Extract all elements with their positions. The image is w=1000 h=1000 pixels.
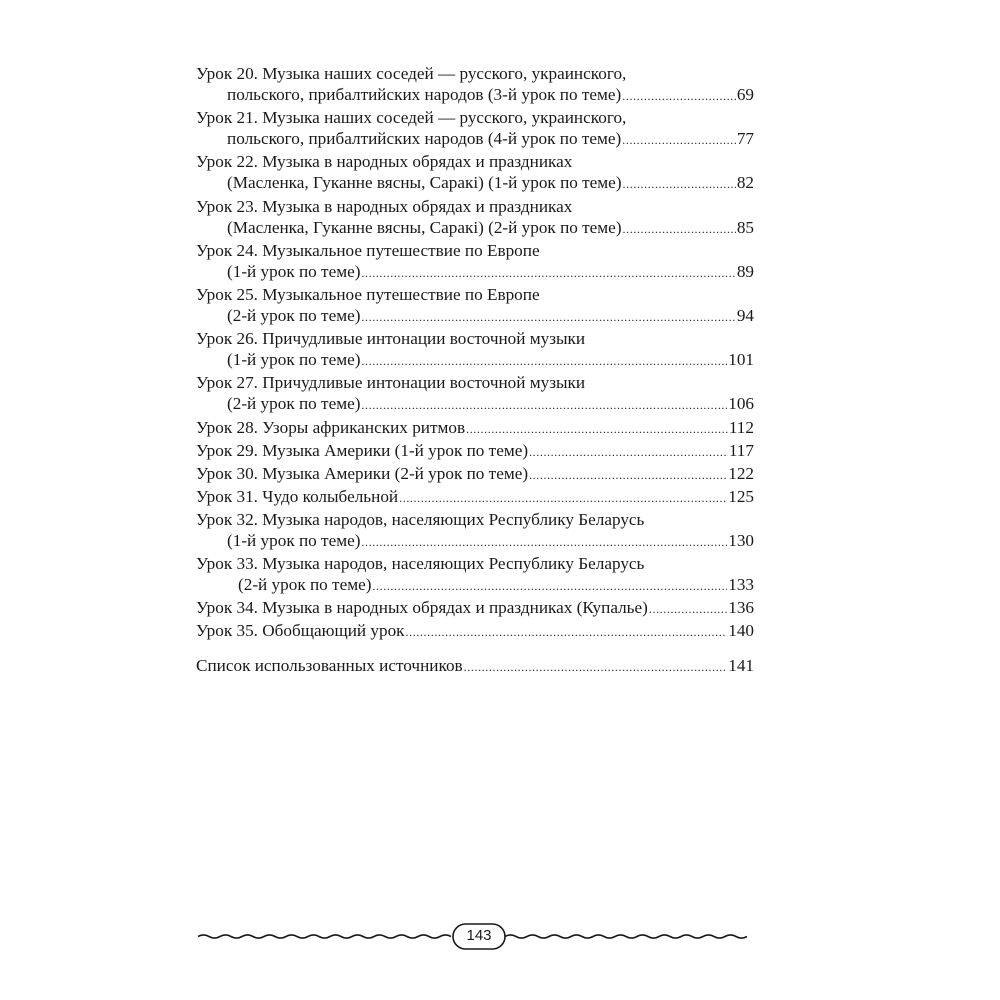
toc-entry-title xyxy=(196,196,754,217)
toc-entry-text: (1-й урок по теме) xyxy=(227,530,361,550)
toc-page-number: 101 xyxy=(728,350,754,370)
toc-entry-text: Урок 33. Музыка народов, населяющих Республику Беларусь xyxy=(196,554,645,574)
toc-page-number: 130 xyxy=(728,530,754,550)
toc-entry-continuation xyxy=(196,84,754,107)
toc-entry-text: (1-й урок по теме) xyxy=(227,350,361,370)
toc-entry-title xyxy=(196,372,754,393)
dot-leader xyxy=(399,488,727,509)
toc-page-number: 133 xyxy=(728,575,754,595)
toc-entry-text: (Масленка, Гуканне вясны, Саракі) (1-й урок по теме) xyxy=(227,173,622,193)
toc-entry-text: Урок 24. Музыкальное путешествие по Европе xyxy=(196,240,540,260)
toc-entry-text: Урок 31. Чудо колыбельной xyxy=(196,486,399,506)
toc-entry-sources xyxy=(196,655,754,678)
toc-entry-text: (2-й урок по теме) xyxy=(227,394,361,414)
toc-entry-title xyxy=(196,328,754,349)
dot-leader xyxy=(466,419,728,440)
toc-entry-title xyxy=(196,107,754,128)
dot-leader xyxy=(361,307,735,328)
toc-page-number: 125 xyxy=(728,486,754,506)
dot-leader xyxy=(361,395,727,416)
toc-entry xyxy=(196,417,754,440)
toc-entry-title xyxy=(196,486,754,509)
dot-leader xyxy=(372,576,727,597)
toc-page-number: 69 xyxy=(736,85,754,105)
toc-entry-text: Урок 32. Музыка народов, населяющих Республику Беларусь xyxy=(196,509,645,529)
toc-entry-title xyxy=(196,620,754,643)
toc-entry-continuation xyxy=(196,574,754,597)
toc-page-number: 77 xyxy=(736,129,754,149)
toc-entry-text: Урок 21. Музыка наших соседей — русского, украинского, xyxy=(196,108,627,128)
toc-entry xyxy=(196,372,754,416)
toc-entry-text: Список использованных источников xyxy=(196,656,463,676)
toc-page-number: 89 xyxy=(736,261,754,281)
toc-entry xyxy=(196,107,754,151)
toc-entry xyxy=(196,553,754,597)
toc-page-number: 85 xyxy=(736,217,754,237)
toc-entry-text: польского, прибалтийских народов (4-й урок по теме) xyxy=(227,129,622,149)
toc-entry-text: Урок 27. Причудливые интонации восточной музыки xyxy=(196,373,586,393)
toc-entry xyxy=(196,620,754,643)
dot-leader xyxy=(623,174,736,195)
toc-entry-text: Урок 22. Музыка в народных обрядах и праздниках xyxy=(196,152,573,172)
toc-entry xyxy=(196,509,754,553)
dot-leader xyxy=(622,130,736,151)
toc-entry-text: Урок 29. Музыка Америки (1-й урок по теме) xyxy=(196,440,529,460)
toc-entry-continuation xyxy=(196,393,754,416)
toc-page-number: 112 xyxy=(728,417,754,437)
toc-entry-title xyxy=(196,463,754,486)
toc-entry-continuation xyxy=(196,305,754,328)
toc-page-number: 122 xyxy=(728,463,754,483)
dot-leader xyxy=(464,657,728,678)
toc-entry xyxy=(196,597,754,620)
toc-page-number: 94 xyxy=(736,306,754,326)
page-footer xyxy=(196,921,758,951)
toc-entry-text: Урок 20. Музыка наших соседей — русского, украинского, xyxy=(196,64,627,83)
toc-entry-title xyxy=(196,284,754,305)
toc-entry-text: Урок 25. Музыкальное путешествие по Европе xyxy=(196,284,540,304)
toc-entry-text: Урок 34. Музыка в народных обрядах и праздниках (Купалье) xyxy=(196,598,648,618)
toc-entry xyxy=(196,486,754,509)
toc-page-number: 140 xyxy=(728,621,754,641)
dot-leader xyxy=(361,263,735,284)
toc-entry xyxy=(196,196,754,240)
toc-entry xyxy=(196,151,754,195)
toc-entry-title xyxy=(196,597,754,620)
toc-entry-text: (2-й урок по теме) xyxy=(227,306,361,326)
dot-leader xyxy=(623,219,736,240)
toc-entry xyxy=(196,463,754,486)
dot-leader xyxy=(649,599,727,620)
toc-entry-title xyxy=(196,240,754,261)
page-number: 143 xyxy=(466,926,492,944)
toc-page-number: 82 xyxy=(736,173,754,193)
dot-leader xyxy=(361,351,727,372)
toc-entry xyxy=(196,240,754,284)
toc-entry-title xyxy=(196,509,754,530)
toc-entry xyxy=(196,284,754,328)
toc-entry-title xyxy=(196,63,754,84)
dot-leader xyxy=(361,532,727,553)
toc-entry-text: польского, прибалтийских народов (3-й урок по теме) xyxy=(227,85,622,105)
toc-page-number: 141 xyxy=(728,656,754,676)
toc-entry-text: Урок 35. Обобщающий урок xyxy=(196,621,405,641)
toc-entry-continuation xyxy=(196,530,754,553)
toc-entry xyxy=(196,63,754,107)
toc-entry-continuation xyxy=(196,349,754,372)
toc-entry xyxy=(196,440,754,463)
dot-leader xyxy=(529,465,727,486)
toc-entry-text: (1-й урок по теме) xyxy=(227,261,361,281)
wave-right xyxy=(505,935,747,938)
toc-entry xyxy=(196,328,754,372)
toc-entry-text: Урок 26. Причудливые интонации восточной музыки xyxy=(196,329,586,349)
toc-entry-text: Урок 28. Узоры африканских ритмов xyxy=(196,417,466,437)
toc-entry-text: Урок 30. Музыка Америки (2-й урок по теме) xyxy=(196,463,529,483)
toc-entry-title xyxy=(196,151,754,172)
table-of-contents xyxy=(196,63,754,679)
toc-page-number: 117 xyxy=(728,440,754,460)
toc-entry-title xyxy=(196,553,754,574)
dot-leader xyxy=(529,442,728,463)
toc-entry-text: Урок 23. Музыка в народных обрядах и праздниках xyxy=(196,196,573,216)
toc-entry-continuation xyxy=(196,128,754,151)
toc-entry-text: (2-й урок по теме) xyxy=(238,575,372,595)
toc-entry-text: (Масленка, Гуканне вясны, Саракі) (2-й урок по теме) xyxy=(227,217,622,237)
toc-entry-title xyxy=(196,417,754,440)
dot-leader xyxy=(406,622,728,643)
toc-entry-continuation xyxy=(196,217,754,240)
toc-entry-title xyxy=(196,440,754,463)
toc-entry-continuation xyxy=(196,172,754,195)
toc-page-number: 136 xyxy=(728,598,754,618)
toc-page-number: 106 xyxy=(728,394,754,414)
toc-entry-continuation xyxy=(196,261,754,284)
dot-leader xyxy=(622,86,736,107)
wave-left xyxy=(198,935,451,938)
